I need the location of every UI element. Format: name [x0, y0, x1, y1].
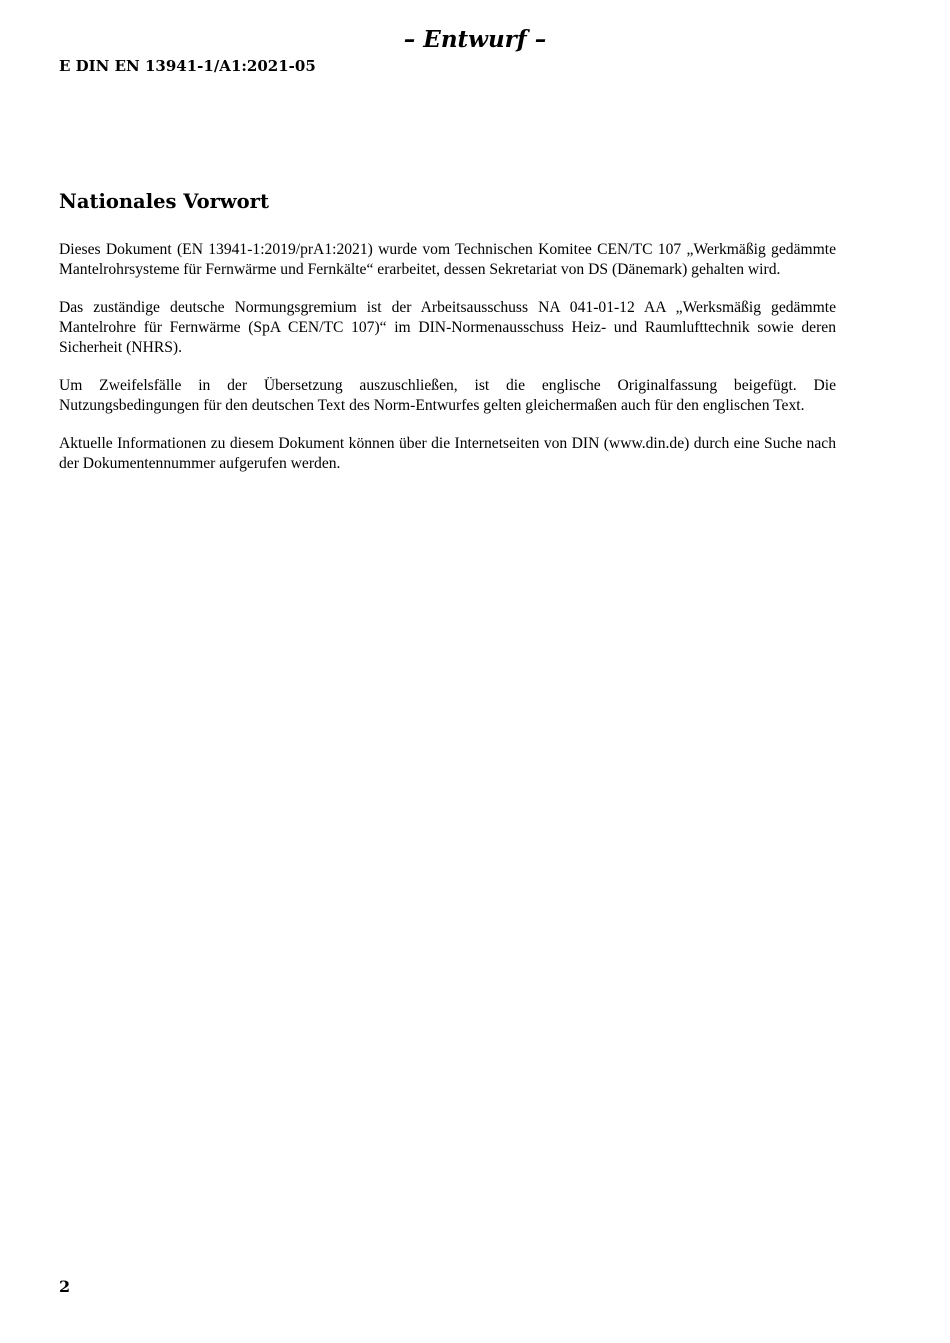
- paragraph-information: Aktuelle Informationen zu diesem Dokument können über die Internetseiten von DIN (www.din.de) durch eine Suche nach der Dokumentennummer aufgerufen werden.: [59, 435, 836, 472]
- paragraph-national-committee: Das zuständige deutsche Normungsgremium ist der Arbeitsausschuss NA 041-01-12 AA „Werksmäßig gedämmte Mantelrohre für Fernwärme (SpA CEN/TC 107)“ im DIN-Normenausschuss Heiz- und Raumlufttechnik sowie deren Sicherheit (NHRS).: [59, 299, 836, 356]
- paragraph-translation: Um Zweifelsfälle in der Übersetzung auszuschließen, ist die englische Originalfassung beigefügt. Die Nutzungsbedingungen für den deutschen Text des Norm-Entwurfes gelten gleichermaßen auch für den englischen Text.: [59, 377, 836, 414]
- page-number: 2: [59, 1277, 71, 1296]
- document-id: E DIN EN 13941-1/A1:2021-05: [59, 57, 316, 75]
- draft-marker: – Entwurf –: [403, 26, 547, 53]
- foreword-body: [59, 240, 836, 492]
- section-heading: Nationales Vorwort: [59, 190, 269, 213]
- paragraph-committee: Dieses Dokument (EN 13941-1:2019/prA1:2021) wurde vom Technischen Komitee CEN/TC 107 „Werkmäßig gedämmte Mantelrohrsysteme für Fernwärme und Fernkälte“ erarbeitet, dessen Sekretariat von DS (Dänemark) gehalten wird.: [59, 241, 836, 278]
